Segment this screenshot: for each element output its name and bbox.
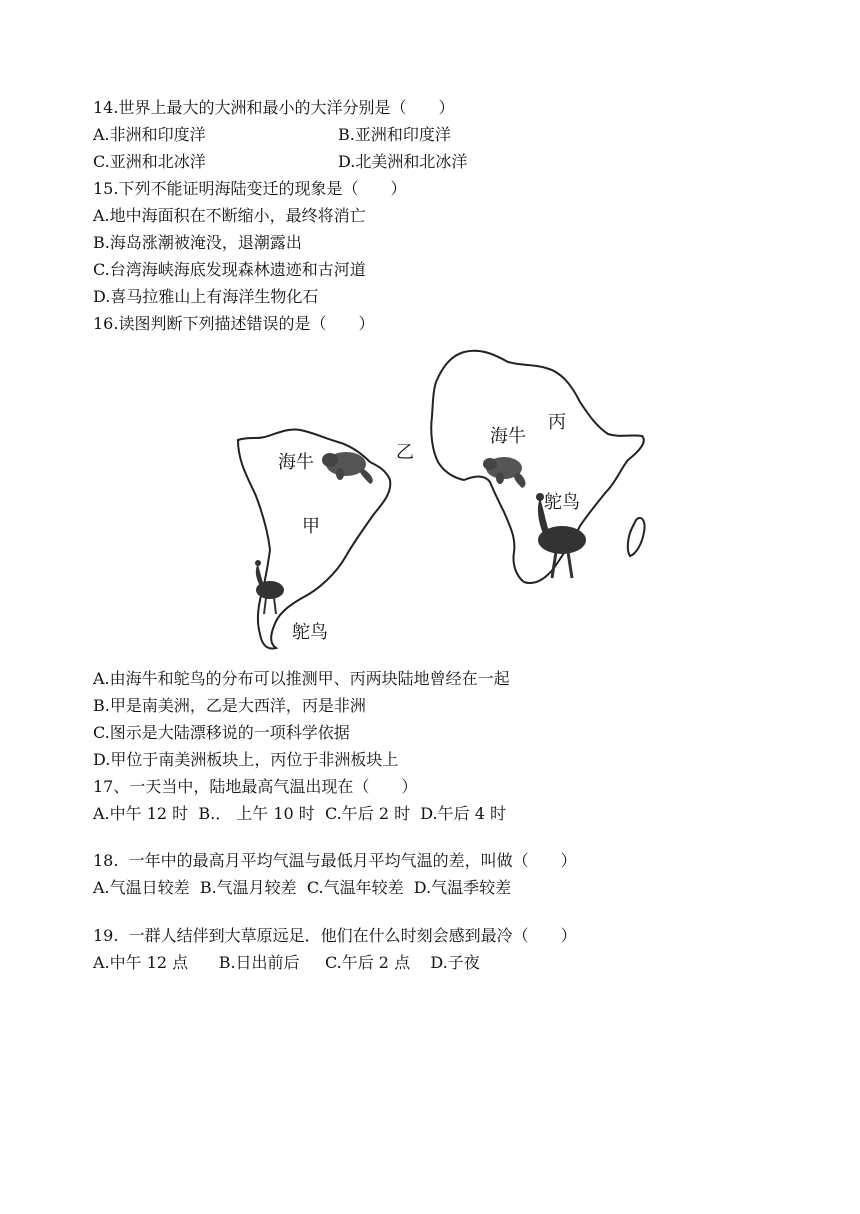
- label-yi: 乙: [396, 442, 414, 463]
- q15-stem: 15.下列不能证明海陆变迁的现象是（ ）: [93, 179, 407, 198]
- q15-option-c: C.台湾海峡海底发现森林遗迹和古河道: [93, 260, 366, 279]
- q16-option-c: C.图示是大陆漂移说的一项科学依据: [93, 723, 350, 742]
- q14-option-a: A.非洲和印度洋: [93, 125, 206, 144]
- q16-stem: 16.读图判断下列描述错误的是（ ）: [93, 314, 375, 333]
- q14-option-c: C.亚洲和北冰洋: [93, 152, 206, 171]
- continents-map-figure: [228, 342, 668, 662]
- q18-stem: 18. 一年中的最高月平均气温与最低月平均气温的差，叫做（ ）: [93, 851, 577, 870]
- q14-option-d: D.北美洲和北冰洋: [338, 152, 468, 171]
- q14-stem: 14.世界上最大的大洲和最小的大洋分别是（ ）: [93, 98, 455, 117]
- south-america-outline: [238, 429, 390, 648]
- label-sa-ostrich: 鸵鸟: [292, 622, 328, 643]
- madagascar-outline: [628, 518, 645, 556]
- q16-option-d: D.甲位于南美洲板块上，丙位于非洲板块上: [93, 750, 399, 769]
- q15-option-a: A.地中海面积在不断缩小，最终将消亡: [93, 206, 366, 225]
- q19-options: A.中午 12 点 B.日出前后 C.午后 2 点 D.子夜: [93, 953, 480, 972]
- label-af-ostrich: 鸵鸟: [544, 492, 580, 513]
- q18-options: A.气温日较差 B.气温月较差 C.气温年较差 D.气温季较差: [93, 878, 512, 897]
- africa-outline: [431, 351, 644, 583]
- q15-option-b: B.海岛涨潮被淹没，退潮露出: [93, 233, 302, 252]
- label-af-manatee: 海牛: [490, 426, 526, 447]
- q16-option-b: B.甲是南美洲，乙是大西洋，丙是非洲: [93, 696, 366, 715]
- label-bing: 丙: [548, 412, 566, 433]
- q15-option-d: D.喜马拉雅山上有海洋生物化石: [93, 287, 319, 306]
- q17-options: A.中午 12 时 B.． 上午 10 时 C.午后 2 时 D.午后 4 时: [93, 804, 506, 823]
- q17-stem: 17、一天当中，陆地最高气温出现在（ ）: [93, 777, 418, 796]
- q16-option-a: A.由海牛和鸵鸟的分布可以推测甲、丙两块陆地曾经在一起: [93, 669, 510, 688]
- label-jia: 甲: [302, 516, 320, 537]
- label-sa-manatee: 海牛: [278, 452, 314, 473]
- q19-stem: 19. 一群人结伴到大草原远足．他们在什么时刻会感到最冷（ ）: [93, 926, 577, 945]
- q14-option-b: B.亚洲和印度洋: [338, 125, 451, 144]
